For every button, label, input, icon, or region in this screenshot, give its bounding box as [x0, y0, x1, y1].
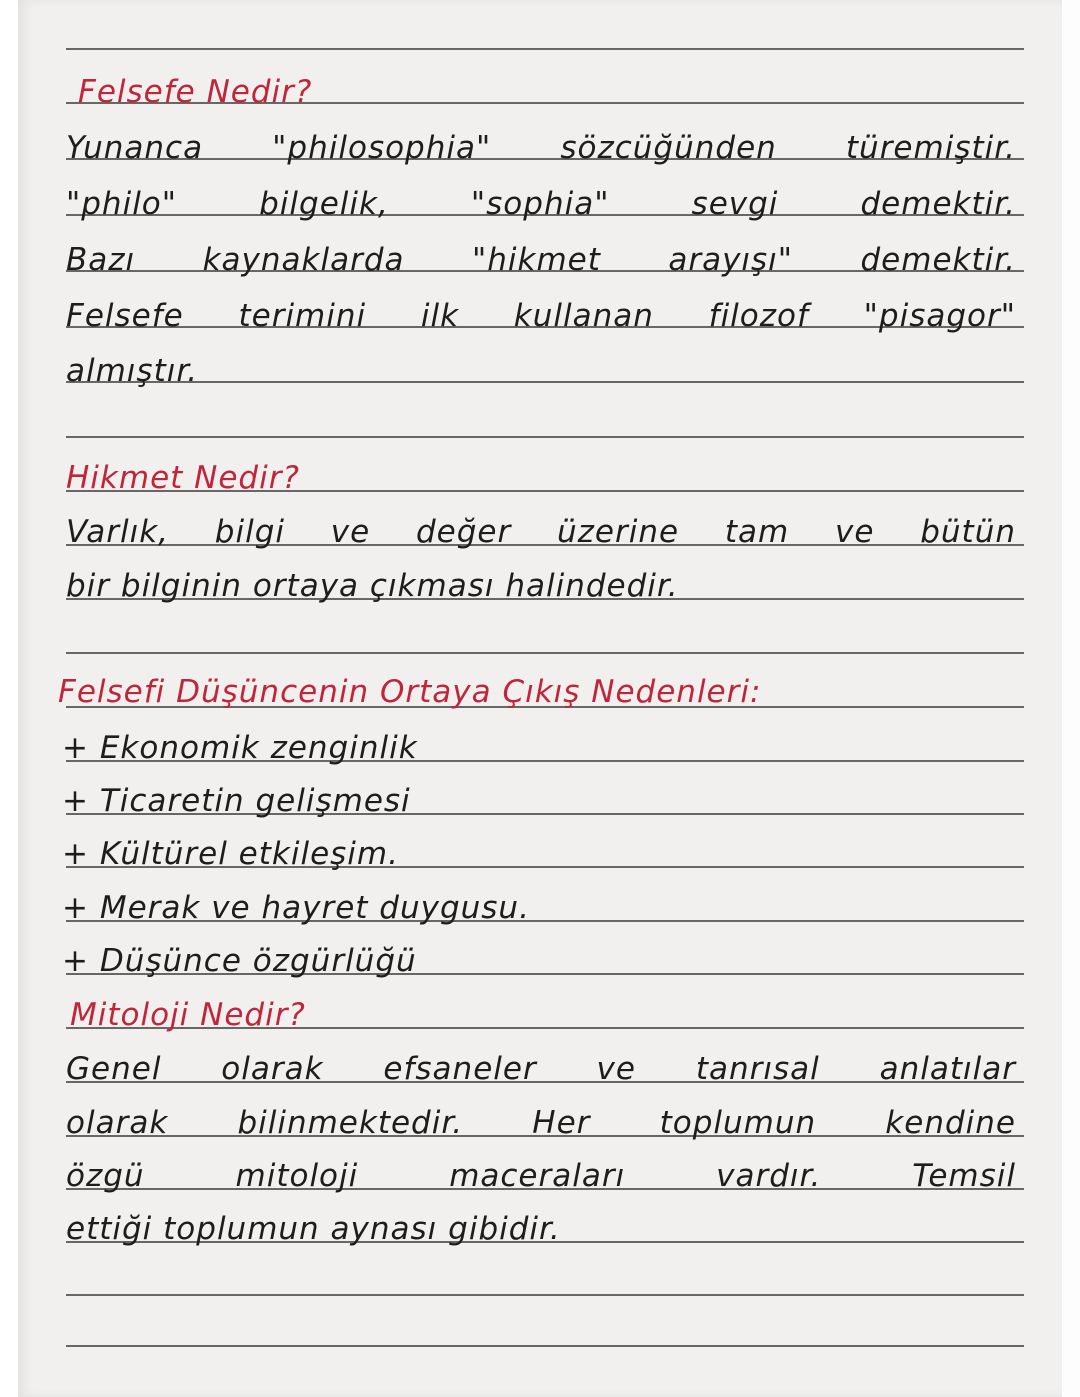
ruled-line	[66, 436, 1024, 438]
text-line: "philo" bilgelik, "sophia" sevgi demektir.	[66, 186, 1016, 222]
ruled-line	[66, 652, 1024, 654]
text-line: Felsefe terimini ilk kullanan filozof "pisagor"	[66, 298, 1016, 334]
page-margin	[0, 0, 18, 1397]
text-line: almıştır.	[66, 353, 199, 389]
heading-felsefi-dusunce: Felsefi Düşüncenin Ortaya Çıkış Nedenleri:	[58, 674, 762, 710]
text-line: olarak bilinmektedir. Her toplumun kendine	[66, 1105, 1016, 1141]
heading-hikmet: Hikmet Nedir?	[66, 460, 300, 496]
ruled-line	[66, 1294, 1024, 1296]
text-line: Yunanca "philosophia" sözcüğünden türemiştir.	[66, 130, 1016, 166]
bullet-item: + Merak ve hayret duygusu.	[62, 890, 530, 926]
text-line: Bazı kaynaklarda "hikmet arayışı" demektir.	[66, 242, 1016, 278]
heading-mitoloji: Mitoloji Nedir?	[70, 997, 306, 1033]
bullet-item: + Kültürel etkileşim.	[62, 836, 399, 872]
text-line: ettiği toplumun aynası gibidir.	[66, 1211, 561, 1247]
text-line: bir bilginin ortaya çıkması halindedir.	[66, 568, 679, 604]
ruled-line	[66, 1345, 1024, 1347]
bullet-item: + Düşünce özgürlüğü	[62, 943, 417, 979]
text-line: özgü mitoloji maceraları vardır. Temsil	[66, 1158, 1016, 1194]
text-line: Genel olarak efsaneler ve tanrısal anlatılar	[66, 1051, 1016, 1087]
bullet-item: + Ticaretin gelişmesi	[62, 783, 411, 819]
ruled-line	[66, 48, 1024, 50]
heading-felsefe: Felsefe Nedir?	[78, 74, 313, 110]
bullet-item: + Ekonomik zenginlik	[62, 730, 418, 766]
text-line: Varlık, bilgi ve değer üzerine tam ve bütün	[66, 514, 1016, 550]
